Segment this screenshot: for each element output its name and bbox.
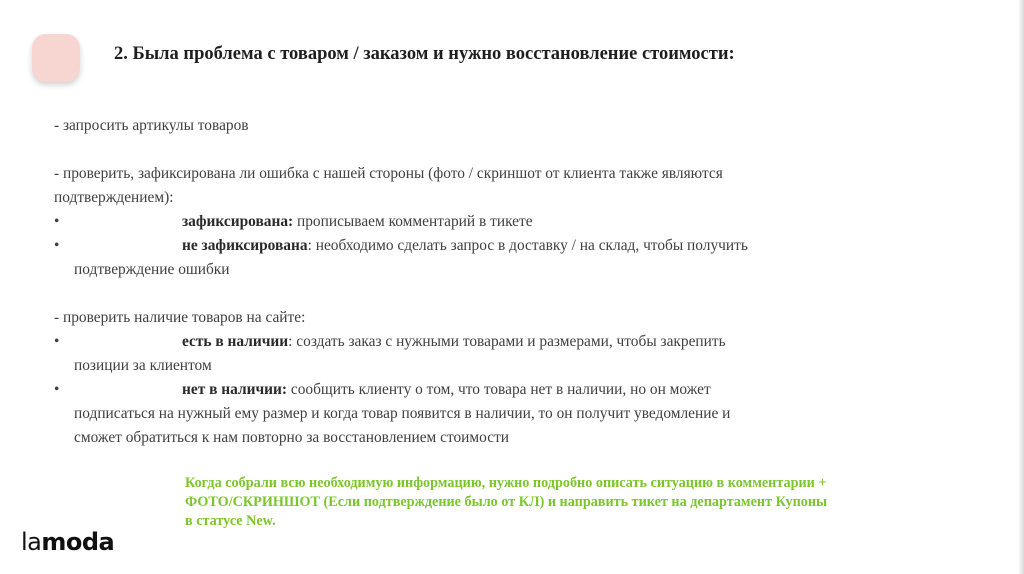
- bullet-in-stock: [54, 330, 934, 378]
- step-request-articles: - запросить артикулы товаров: [54, 117, 249, 134]
- step-check-stock: - проверить наличие товаров на сайте:: [54, 309, 306, 326]
- step-check-error-line1: - проверить, зафиксирована ли ошибка с нашей стороны (фото / скриншот от клиента также являются: [54, 165, 723, 182]
- bullet-in-stock-cont: позиции за клиентом: [74, 357, 212, 374]
- bullet-out-of-stock-cont1: подписаться на нужный ему размер и когда товар появится в наличии, то он получит уведомление и: [74, 405, 731, 422]
- bullet-out-of-stock-text: сообщить клиенту о том, что товара нет в наличии, но он может: [287, 381, 711, 398]
- slide-edge-shadow: [1018, 0, 1024, 574]
- slide-title: 2. Была проблема с товаром / заказом и нужно восстановление стоимости:: [114, 44, 735, 64]
- bullet-out-of-stock-cont2: сможет обратиться к нам повторно за восстановлением стоимости: [74, 429, 510, 446]
- bullet-fixed-label: зафиксирована:: [182, 213, 294, 230]
- bullet-dot-icon: •: [54, 333, 60, 350]
- slide-body: [54, 114, 934, 450]
- bullet-fixed-text: прописываем комментарий в тикете: [293, 213, 533, 230]
- note-line2: ФОТО/СКРИНШОТ (Если подтверждение было от КЛ) и направить тикет на департамент Купоны: [185, 494, 828, 510]
- lamoda-logo: lamoda: [21, 528, 115, 556]
- bullet-in-stock-label: есть в наличии: [182, 333, 289, 350]
- bullet-in-stock-text: : создать заказ с нужными товарами и размерами, чтобы закрепить: [288, 333, 726, 350]
- bullet-dot-icon: •: [54, 237, 60, 254]
- bullet-dot-icon: •: [54, 213, 60, 230]
- bullet-fixed: [54, 210, 934, 234]
- decorative-square: [32, 34, 80, 82]
- bullet-out-of-stock-label: нет в наличии:: [182, 381, 288, 398]
- bullet-not-fixed-label: не зафиксирована: [182, 237, 308, 254]
- bullet-not-fixed: [54, 234, 934, 282]
- step-check-error-line2: подтверждением):: [54, 189, 174, 206]
- note-line3: в статусе New.: [185, 513, 276, 529]
- bullet-out-of-stock: [54, 378, 934, 450]
- bullet-dot-icon: •: [54, 381, 60, 398]
- bullet-not-fixed-cont: подтверждение ошибки: [74, 261, 230, 278]
- green-note: [185, 474, 985, 531]
- bullet-not-fixed-text: : необходимо сделать запрос в доставку / на склад, чтобы получить: [307, 237, 748, 254]
- note-line1: Когда собрали всю необходимую информацию, нужно подробно описать ситуацию в комментарии +: [185, 475, 827, 491]
